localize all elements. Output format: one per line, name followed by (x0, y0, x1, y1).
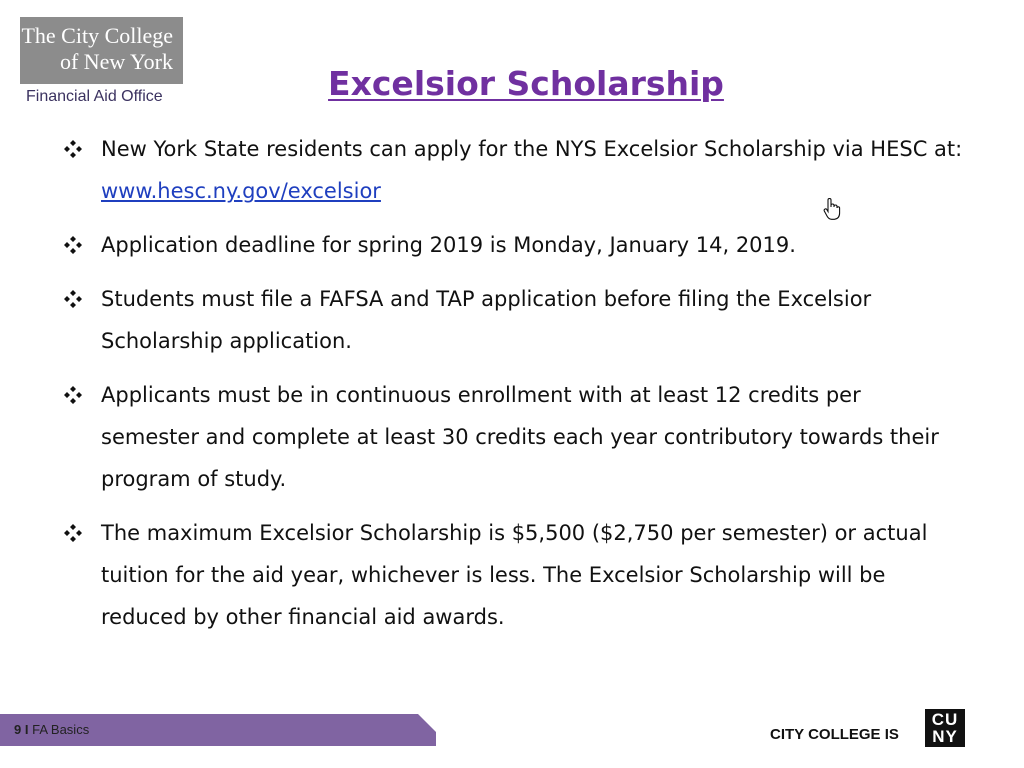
cuny-logo-top: CU (931, 710, 959, 729)
bullet-item (64, 374, 964, 500)
footer-section: FA Basics (32, 722, 90, 737)
footer-tagline: CITY COLLEGE IS (770, 726, 899, 743)
diamond-bullet-icon (64, 236, 82, 254)
slide-title: Excelsior Scholarship (328, 64, 724, 103)
logo-line-2: of New York (59, 49, 173, 74)
cuny-logo (925, 709, 965, 747)
hand-pointer-icon (823, 198, 841, 220)
bullet-item (64, 278, 964, 362)
diamond-bullet-icon (64, 524, 82, 542)
diamond-bullet-icon (64, 140, 82, 158)
bullet-item (64, 512, 964, 638)
bullet-text: Application deadline for spring 2019 is Monday, January 14, 2019. (101, 233, 796, 257)
diamond-bullet-icon (64, 290, 82, 308)
bullet-text: New York State residents can apply for the NYS Excelsior Scholarship via HESC at: (101, 137, 963, 161)
footer-separator: I (24, 722, 29, 737)
diamond-bullet-icon (64, 386, 82, 404)
footer-label (14, 722, 89, 737)
logo-subtitle: Financial Aid Office (26, 88, 163, 105)
bullet-item (64, 224, 964, 266)
bullet-text: Applicants must be in continuous enrollment with at least 12 credits per semester and complete at least 30 credits each year contributory towards their program of study. (101, 383, 939, 491)
bullet-text: The maximum Excelsior Scholarship is $5,500 ($2,750 per semester) or actual tuition for the aid year, whichever is less. The Excelsior Scholarship will be reduced by other financial aid awards. (101, 521, 928, 629)
logo-line-1: The City College (21, 23, 173, 48)
page-number: 9 (14, 722, 22, 737)
bullet-text: Students must file a FAFSA and TAP application before filing the Excelsior Scholarship application. (101, 287, 872, 353)
hesc-link[interactable]: www.hesc.ny.gov/excelsior (101, 179, 381, 203)
cuny-logo-bottom: NY (932, 727, 958, 746)
